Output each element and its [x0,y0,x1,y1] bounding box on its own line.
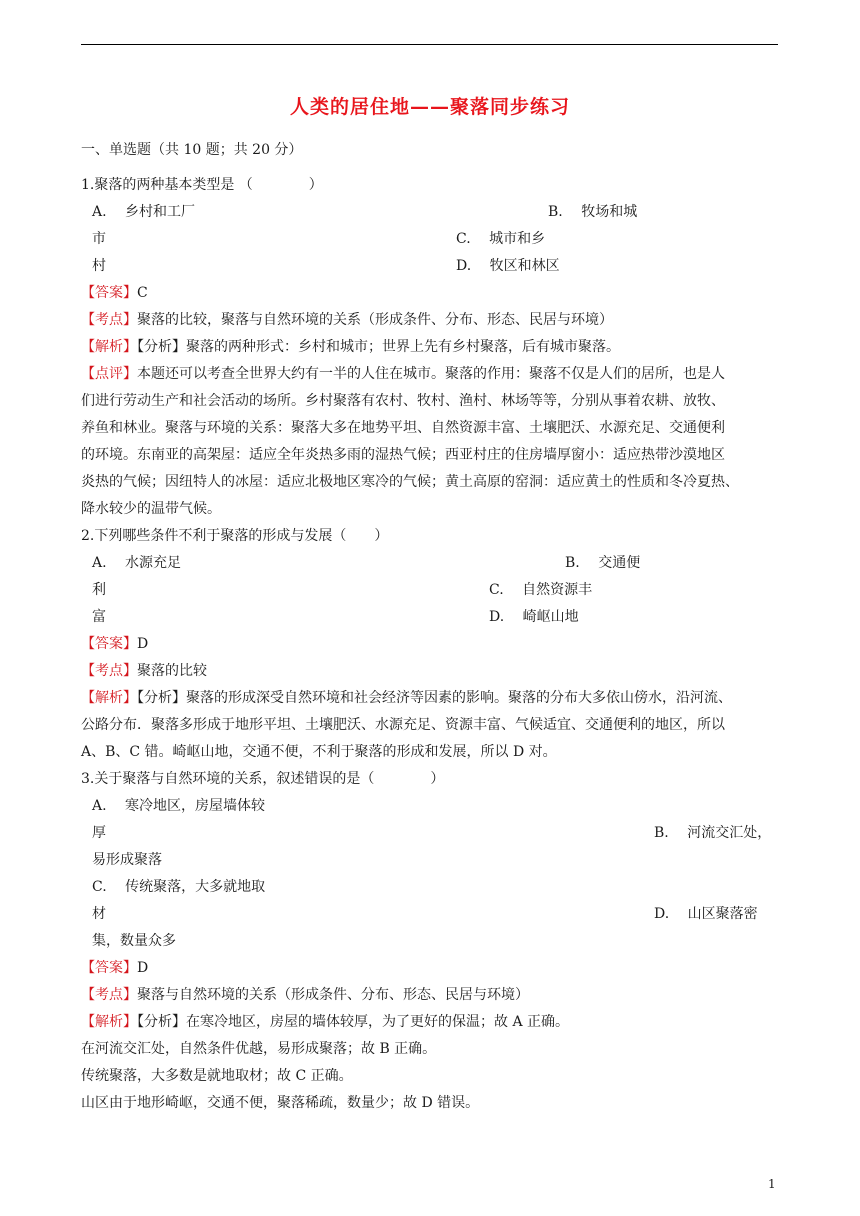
q1-topic: 【考点】聚落的比较，聚落与自然环境的关系（形成条件、分布、形态、民居与环境） [81,312,613,328]
q3-option-c-cont: 材 [92,906,106,922]
q2-option-c[interactable]: C. 自然资源丰 [489,582,593,598]
q2-option-c-cont: 富 [92,609,106,625]
q3-analysis-line: 在河流交汇处，自然条件优越，易形成聚落；故 B 正确。 [81,1041,437,1057]
q3-analysis-line: 山区由于地形崎岖，交通不便，聚落稀疏，数量少；故 D 错误。 [81,1095,480,1111]
q1-comment: 【点评】本题还可以考查全世界大约有一半的人住在城市。聚落的作用：聚落不仅是人们的居所，也是人 [81,366,725,382]
q1-option-c[interactable]: C. 城市和乡 [456,231,546,247]
q3-option-b-cont: 易形成聚落 [92,852,162,868]
q3-option-a-cont: 厚 [92,825,106,841]
q2-option-b-cont: 利 [92,582,106,598]
q2-option-a[interactable]: A. 水源充足 [92,555,182,571]
q3-analysis: 【解析】【分析】在寒冷地区，房屋的墙体较厚，为了更好的保温；故 A 正确。 [81,1014,570,1030]
header-rule [81,44,778,45]
q1-option-b[interactable]: B. 牧场和城 [548,204,638,220]
q3-answer: 【答案】D [81,960,149,976]
q2-analysis-line: 公路分布．聚落多形成于地形平坦、土壤肥沃、水源充足、资源丰富、气候适宜、交通便利的地区，所以 [81,717,725,733]
q3-option-a[interactable]: A. 寒冷地区，房屋墙体较 [92,798,266,814]
q1-comment-line: 降水较少的温带气候。 [81,501,221,517]
q1-option-c-cont: 村 [92,258,106,274]
q2-answer: 【答案】D [81,636,149,652]
q2-option-b[interactable]: B. 交通便 [565,555,641,571]
q3-option-d[interactable]: D. 山区聚落密 [654,906,758,922]
q3-option-b[interactable]: B. 河流交汇处， [654,825,772,841]
document-title: 人类的居住地——聚落同步练习 [289,96,570,118]
q1-option-b-cont: 市 [92,231,106,247]
q2-topic: 【考点】聚落的比较 [81,663,207,679]
q1-analysis: 【解析】【分析】聚落的两种形式：乡村和城市；世界上先有乡村聚落，后有城市聚落。 [81,339,620,355]
q1-option-a[interactable]: A. 乡村和工厂 [92,204,196,220]
q1-option-d[interactable]: D. 牧区和林区 [456,258,560,274]
q3-option-d-cont: 集，数量众多 [92,933,176,949]
q3-analysis-line: 传统聚落，大多数是就地取材；故 C 正确。 [81,1068,353,1084]
q3-option-c[interactable]: C. 传统聚落，大多就地取 [92,879,266,895]
q2-analysis: 【解析】【分析】聚落的形成深受自然环境和社会经济等因素的影响。聚落的分布大多依山傍水，沿河流、 [81,690,732,706]
page-number: 1 [768,1177,776,1191]
q3-topic: 【考点】聚落与自然环境的关系（形成条件、分布、形态、民居与环境） [81,987,529,1003]
section-heading: 一、单选题（共 10 题；共 20 分） [81,142,303,158]
q1-stem: 1.聚落的两种基本类型是 （ ） [81,177,323,193]
q1-comment-line: 的环境。东南亚的高架屋：适应全年炎热多雨的湿热气候；西亚村庄的住房墙厚窗小：适应热带沙漠地区 [81,447,725,463]
q1-comment-line: 炎热的气候；因纽特人的冰屋：适应北极地区寒冷的气候；黄土高原的窑洞：适应黄土的性质和冬冷夏热、 [81,474,739,490]
q1-comment-line: 们进行劳动生产和社会活动的场所。乡村聚落有农村、牧村、渔村、林场等等，分别从事着农耕、放牧、 [81,393,725,409]
q2-stem: 2.下列哪些条件不利于聚落的形成与发展（ ） [81,528,389,544]
q2-option-d[interactable]: D. 崎岖山地 [489,609,579,625]
q1-comment-line: 养鱼和林业。聚落与环境的关系：聚落大多在地势平坦、自然资源丰富、土壤肥沃、水源充足、交通便利 [81,420,725,436]
q1-answer: 【答案】C [81,285,148,301]
q3-stem: 3.关于聚落与自然环境的关系，叙述错误的是（ ） [81,771,445,787]
q2-analysis-line: A、B、C 错。崎岖山地，交通不便，不利于聚落的形成和发展，所以 D 对。 [81,744,557,760]
